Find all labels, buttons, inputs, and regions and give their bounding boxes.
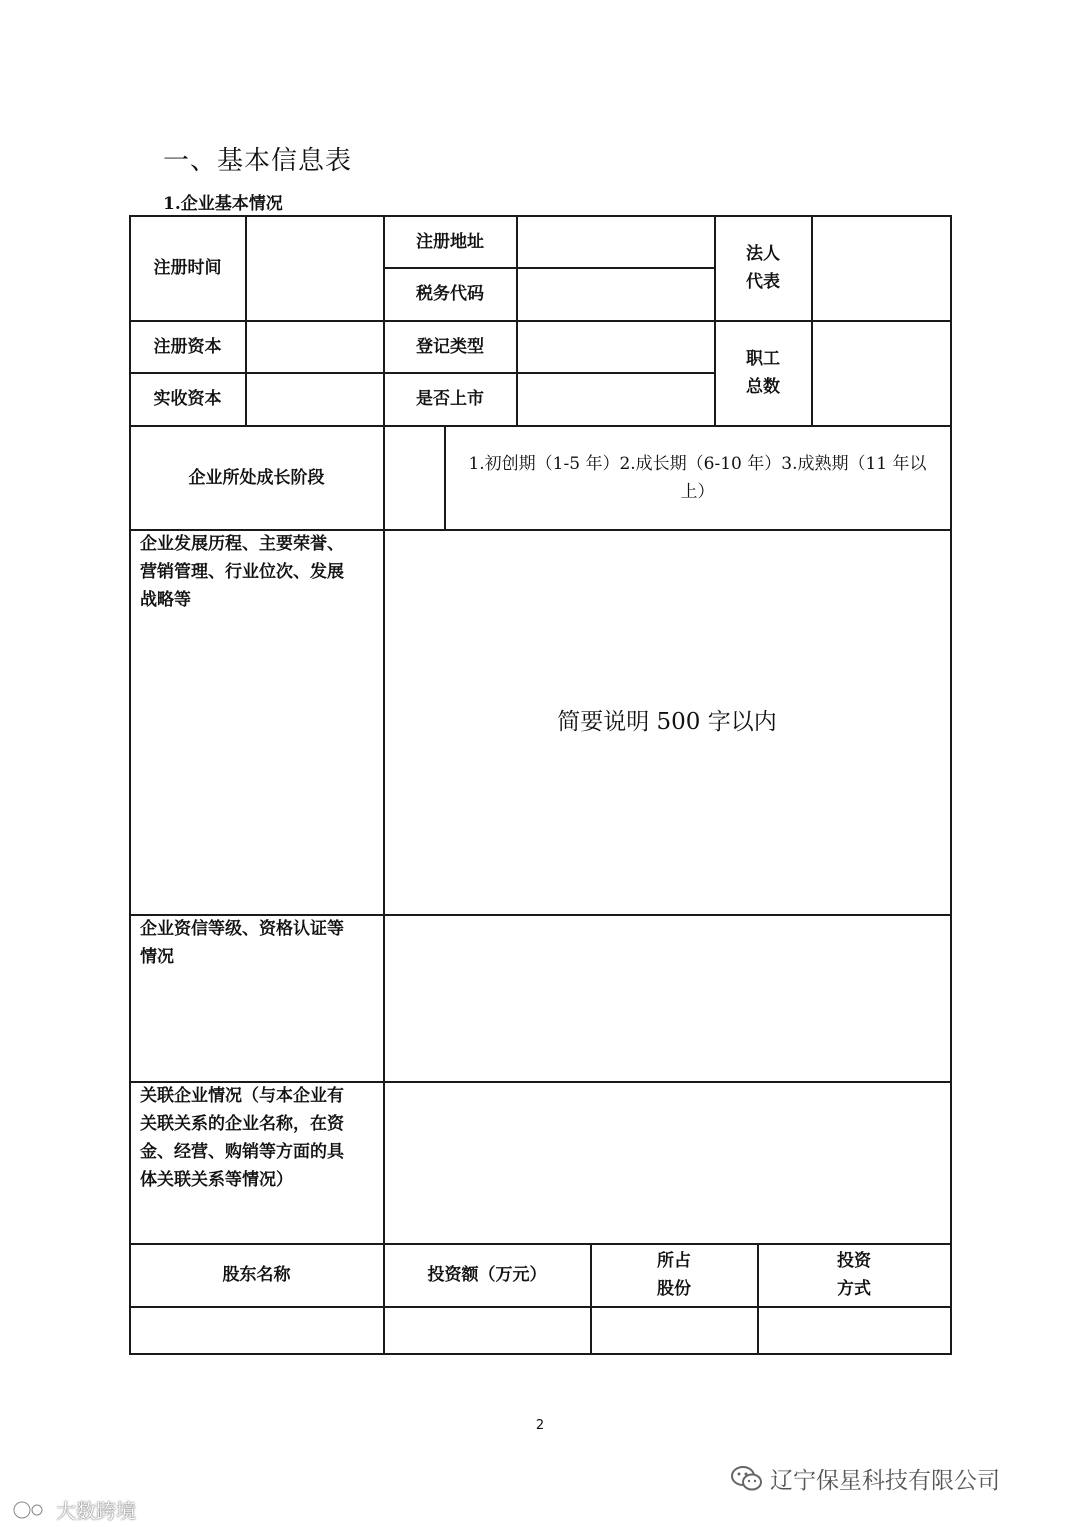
- investment-method-cell[interactable]: [758, 1307, 950, 1353]
- paid-capital-label: 实收资本: [153, 389, 222, 409]
- paid-capital-value[interactable]: [246, 373, 383, 425]
- investment-method-header: 投资 方式: [837, 1251, 871, 1299]
- legal-rep-value[interactable]: [812, 216, 950, 320]
- wechat-icon: [730, 1464, 764, 1494]
- legal-rep-label: 法人 代表: [746, 244, 780, 292]
- investment-amount-header: 投资额（万元）: [427, 1265, 547, 1285]
- investment-amount-cell[interactable]: [384, 1307, 590, 1353]
- history-hint[interactable]: 简要说明 500 字以内: [557, 709, 777, 735]
- is-listed-value[interactable]: [517, 373, 714, 425]
- source-logo-icon: [12, 1499, 52, 1521]
- is-listed-label: 是否上市: [416, 389, 484, 409]
- staff-total-value[interactable]: [812, 321, 950, 425]
- growth-stage-options: 1.初创期（1-5 年）2.成长期（6-10 年）3.成熟期（11 年以 上）: [468, 454, 927, 502]
- company-watermark: 辽宁保星科技有限公司: [730, 1462, 1000, 1495]
- registered-address-value[interactable]: [517, 216, 714, 267]
- related-label: 关联企业情况（与本企业有 关联关系的企业名称，在资 金、经营、购销等方面的具 体关联关系等情况）: [140, 1086, 344, 1190]
- section-title: 一、基本信息表: [163, 146, 353, 176]
- source-watermark: 大数跨境: [12, 1495, 136, 1524]
- credit-label: 企业资信等级、资格认证等 情况: [140, 919, 344, 967]
- shareholder-name-header: 股东名称: [222, 1265, 291, 1285]
- growth-stage-label: 企业所处成长阶段: [188, 467, 325, 488]
- credit-value[interactable]: [384, 915, 950, 1081]
- registration-time-label: 注册时间: [153, 258, 222, 278]
- registration-type-value[interactable]: [517, 321, 714, 372]
- share-ratio-header: 所占 股份: [657, 1251, 691, 1299]
- registration-time-value[interactable]: [246, 216, 383, 320]
- tax-code-value[interactable]: [517, 268, 714, 320]
- page-number: 2: [535, 1418, 545, 1433]
- shareholder-name-cell[interactable]: [130, 1307, 383, 1353]
- subsection-title: 1.企业基本情况: [163, 194, 283, 214]
- registered-address-label: 注册地址: [416, 231, 484, 252]
- registered-capital-value[interactable]: [246, 321, 383, 372]
- share-ratio-cell[interactable]: [591, 1307, 757, 1353]
- staff-total-label: 职工 总数: [746, 349, 780, 397]
- registration-type-label: 登记类型: [416, 336, 484, 357]
- growth-stage-value[interactable]: [384, 426, 444, 529]
- history-label: 企业发展历程、主要荣誉、 营销管理、行业位次、发展 战略等: [140, 534, 344, 610]
- registered-capital-label: 注册资本: [153, 336, 222, 357]
- tax-code-label: 税务代码: [416, 284, 484, 304]
- related-value[interactable]: [384, 1082, 950, 1243]
